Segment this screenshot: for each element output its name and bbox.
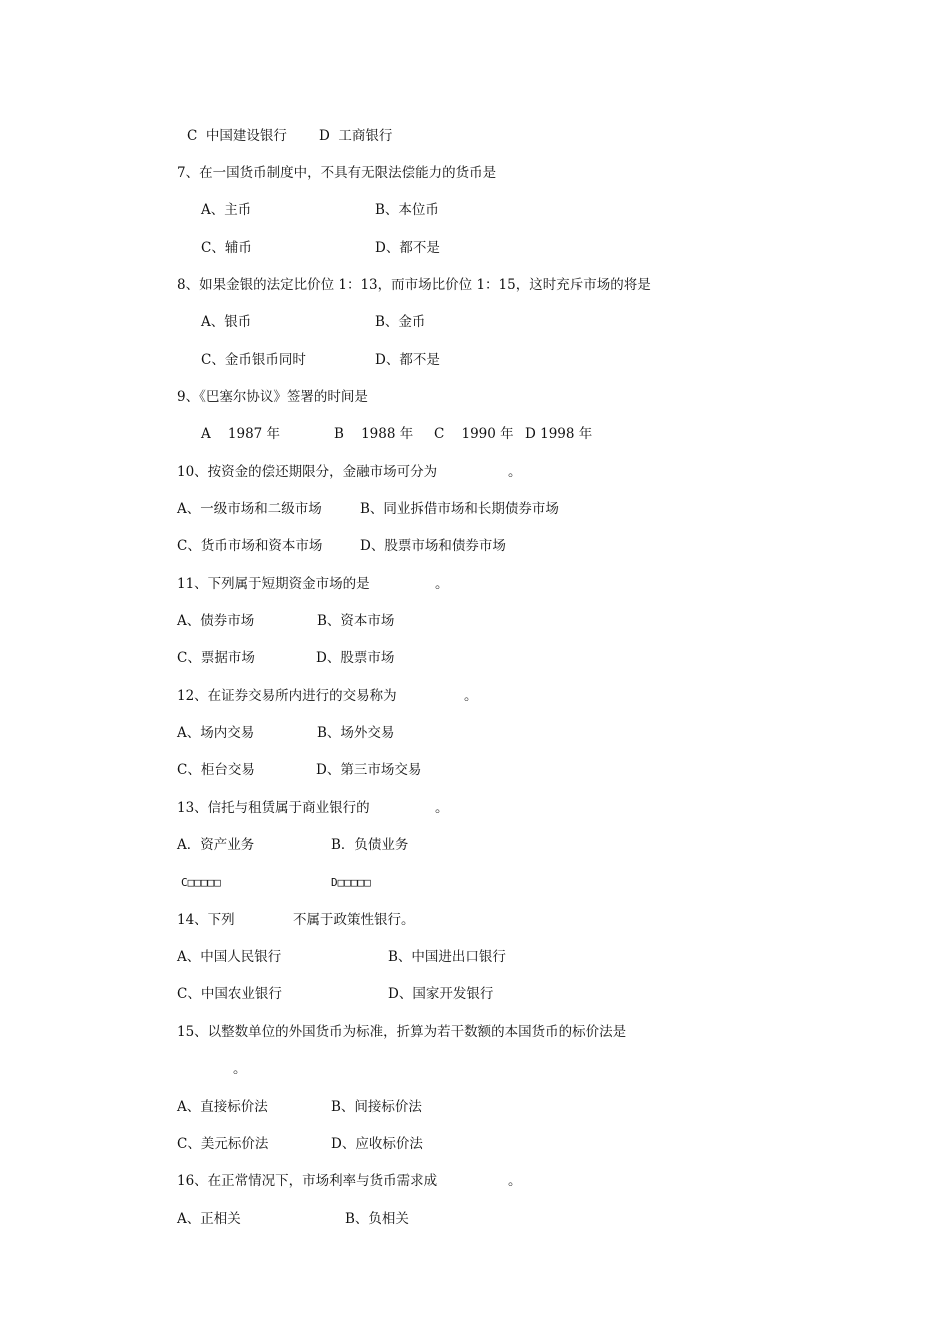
option-a: A、正相关 (177, 1211, 241, 1227)
option-b: B、本位币 (375, 202, 439, 218)
option-b: B．负债业务 (331, 837, 409, 853)
option-b: B、同业拆借市场和长期债券市场 (360, 501, 559, 517)
option-b: B、金币 (375, 314, 426, 330)
question-end-mark: 。 (508, 1173, 522, 1189)
option-a: A、一级市场和二级市场 (177, 501, 322, 517)
option-c: C、货币市场和资本市场 (177, 538, 323, 554)
option-c: C 中国建设银行 (187, 128, 287, 144)
option-c: C、辅币 (201, 240, 252, 256)
option-a: A、直接标价法 (177, 1099, 268, 1115)
question-end-mark: 。 (508, 464, 522, 480)
option-b: B 1988 年 (334, 426, 414, 442)
option-a: A 1987 年 (201, 426, 281, 442)
option-d: D、股票市场和债券市场 (360, 538, 506, 554)
option-d: D、国家开发银行 (388, 986, 494, 1002)
option-d: D、应收标价法 (331, 1136, 423, 1152)
option-c: C 1990 年 (434, 426, 514, 442)
option-a: A、场内交易 (177, 725, 255, 741)
question-7: 7、在一国货币制度中，不具有无限法偿能力的货币是 (177, 165, 497, 181)
option-d-garbled: D□□□□□ (331, 876, 371, 889)
question-end-mark: 。 (435, 800, 449, 816)
question-12: 12、在证券交易所内进行的交易称为 (177, 688, 397, 704)
option-d: D、第三市场交易 (316, 762, 422, 778)
option-d: D、都不是 (375, 352, 440, 368)
option-d: D 工商银行 (319, 128, 393, 144)
option-c: C、金币银币同时 (201, 352, 306, 368)
option-c: C、票据市场 (177, 650, 255, 666)
question-14-rest: 不属于政策性银行。 (293, 912, 415, 928)
option-a: A、主币 (201, 202, 252, 218)
option-d: D、股票市场 (316, 650, 395, 666)
question-8: 8、如果金银的法定比价位 1：13，而市场比价位 1：15，这时充斥市场的将是 (177, 277, 651, 293)
question-end-mark: 。 (233, 1061, 247, 1077)
option-c: C、柜台交易 (177, 762, 255, 778)
question-15: 15、以整数单位的外国货币为标准，折算为若干数额的本国货币的标价法是 (177, 1024, 627, 1040)
question-10: 10、按资金的偿还期限分，金融市场可分为 (177, 464, 438, 480)
option-b: B、间接标价法 (331, 1099, 422, 1115)
question-14: 14、下列 (177, 912, 235, 928)
option-c: C、美元标价法 (177, 1136, 269, 1152)
option-b: B、资本市场 (317, 613, 395, 629)
question-16: 16、在正常情况下，市场利率与货币需求成 (177, 1173, 438, 1189)
option-d: D、都不是 (375, 240, 440, 256)
question-end-mark: 。 (435, 576, 449, 592)
question-13: 13、信托与租赁属于商业银行的 (177, 800, 370, 816)
question-11: 11、下列属于短期资金市场的是 (177, 576, 370, 592)
option-d: D 1998 年 (525, 426, 593, 442)
option-a: A．资产业务 (177, 837, 255, 853)
option-a: A、中国人民银行 (177, 949, 282, 965)
option-a: A、债券市场 (177, 613, 255, 629)
option-b: B、场外交易 (317, 725, 395, 741)
question-9: 9、《巴塞尔协议》签署的时间是 (177, 389, 368, 405)
option-c: C、中国农业银行 (177, 986, 282, 1002)
question-end-mark: 。 (464, 688, 478, 704)
option-a: A、银币 (201, 314, 252, 330)
option-b: B、负相关 (345, 1211, 409, 1227)
option-b: B、中国进出口银行 (388, 949, 506, 965)
option-c-garbled: C□□□□□ (181, 876, 221, 889)
